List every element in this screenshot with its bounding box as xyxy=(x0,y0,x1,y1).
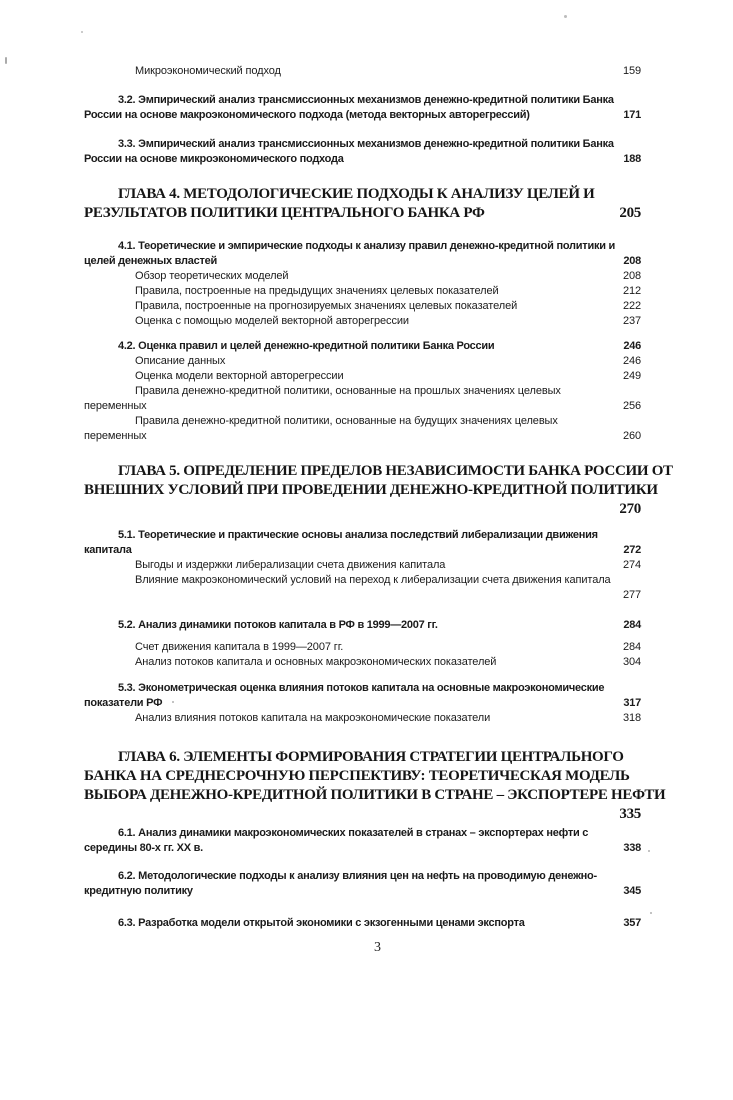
page-number: 222 xyxy=(622,300,641,312)
page-number: 260 xyxy=(622,430,641,442)
toc-entry-title: Счет движения капитала в 1999—2007 гг. xyxy=(135,641,344,653)
page-number: 188 xyxy=(623,153,641,165)
scan-artifact xyxy=(564,15,567,18)
toc-entry-title: Анализ влияния потоков капитала на макроэкономические показатели xyxy=(135,712,491,724)
toc-entry-title: Оценка модели векторной авторегрессии xyxy=(135,370,344,382)
page-number: 270 xyxy=(619,501,641,517)
toc-entry-title: Влияние макроэкономический условий на переход к либерализации счета движения капитала xyxy=(135,574,611,586)
toc-entry-title: 4.1. Теоретические и эмпирические подходы к анализу правил денежно-кредитной политики и xyxy=(118,240,616,252)
toc-continuation-line xyxy=(84,429,641,444)
toc-subsection-line xyxy=(84,369,641,384)
toc-entry-title: России на основе макроэкономического подхода (метода векторных авторегрессий) xyxy=(84,109,530,121)
toc-section-line xyxy=(84,239,641,254)
scan-artifact xyxy=(5,57,7,64)
page-number: 249 xyxy=(622,370,641,382)
toc-entry-title: середины 80-х гг. ХХ в. xyxy=(84,842,203,854)
scan-artifact xyxy=(650,912,652,914)
toc-chapter-title: ГЛАВА 6. ЭЛЕМЕНТЫ ФОРМИРОВАНИЯ СТРАТЕГИИ ЦЕНТРАЛЬНОГО xyxy=(118,749,624,765)
toc-chapter-title: ГЛАВА 4. МЕТОДОЛОГИЧЕСКИЕ ПОДХОДЫ К АНАЛИЗУ ЦЕЛЕЙ И xyxy=(118,186,595,202)
page-number: 256 xyxy=(622,400,641,412)
toc-subsection-line xyxy=(84,640,641,655)
toc-entry-title: Правила, построенные на предыдущих значениях целевых показателей xyxy=(135,285,499,297)
toc-entry-title: целей денежных властей xyxy=(84,255,217,267)
toc-subsection-line xyxy=(84,269,641,284)
toc-chapter-title: ГЛАВА 5. ОПРЕДЕЛЕНИЕ ПРЕДЕЛОВ НЕЗАВИСИМОСТИ БАНКА РОССИИ ОТ xyxy=(118,463,673,479)
toc-entry-title: России на основе микроэкономического подхода xyxy=(84,153,344,165)
toc-chapter-heading-line xyxy=(84,462,673,481)
toc-entry-title: 6.1. Анализ динамики макроэкономических показателей в странах – экспортерах нефти с xyxy=(118,827,589,839)
toc-subsection-line xyxy=(84,284,641,299)
toc-chapter-page-line xyxy=(84,805,641,824)
toc-continuation-line xyxy=(84,152,641,167)
page-number: 317 xyxy=(623,697,641,709)
page-number: 335 xyxy=(619,806,641,822)
toc-section-line xyxy=(84,137,641,152)
toc-entry-title: Микроэкономический подход xyxy=(135,65,281,77)
page-number: 272 xyxy=(623,544,641,556)
page-number: 208 xyxy=(623,255,641,267)
toc-entry-title: кредитную политику xyxy=(84,885,193,897)
toc-subsection-page-line xyxy=(84,588,641,603)
toc-chapter-heading-line xyxy=(84,786,666,805)
toc-entry-title: Описание данных xyxy=(135,355,226,367)
toc-entry-title: 5.2. Анализ динамики потоков капитала в РФ в 1999—2007 гг. xyxy=(118,619,438,631)
toc-subsection-line xyxy=(84,64,641,79)
toc-entry-title: переменных xyxy=(84,400,147,412)
toc-entry-title: Выгоды и издержки либерализации счета движения капитала xyxy=(135,559,446,571)
toc-entry-title: Правила денежно-кредитной политики, основанные на прошлых значениях целевых xyxy=(135,385,561,397)
toc-entry-title: 5.3. Эконометрическая оценка влияния потоков капитала на основные макроэкономические xyxy=(118,682,605,694)
page-number: 159 xyxy=(622,65,641,77)
toc-entry-title: 6.2. Методологические подходы к анализу влияния цен на нефть на проводимую денежно- xyxy=(118,870,597,882)
scan-artifact xyxy=(648,850,650,852)
toc-chapter-title: РЕЗУЛЬТАТОВ ПОЛИТИКИ ЦЕНТРАЛЬНОГО БАНКА РФ xyxy=(84,205,485,221)
toc-chapter-heading-line xyxy=(84,767,641,786)
toc-entry-title: Обзор теоретических моделей xyxy=(135,270,289,282)
page-number: 208 xyxy=(622,270,641,282)
toc-chapter-page-line xyxy=(84,500,641,519)
toc-subsection-line xyxy=(84,299,641,314)
page-number: 237 xyxy=(622,315,641,327)
toc-subsection-line xyxy=(84,414,641,429)
toc-section-line xyxy=(84,681,641,696)
page-number: 357 xyxy=(623,917,641,929)
toc-chapter-heading-line xyxy=(84,748,641,767)
toc-chapter-heading-line xyxy=(84,185,641,204)
toc-entry-title: 4.2. Оценка правил и целей денежно-кредитной политики Банка России xyxy=(118,340,495,352)
page-number: 274 xyxy=(622,559,641,571)
page-number: 246 xyxy=(622,355,641,367)
toc-section-line xyxy=(84,826,641,841)
page-number: 284 xyxy=(623,619,641,631)
toc-section-line xyxy=(84,339,641,354)
page-number: 304 xyxy=(622,656,641,668)
toc-entry-title: капитала xyxy=(84,544,132,556)
toc-chapter-heading-line xyxy=(84,481,658,500)
table-of-contents xyxy=(84,64,673,931)
toc-entry-title: Оценка с помощью моделей векторной авторегрессии xyxy=(135,315,409,327)
toc-continuation-line xyxy=(84,399,641,414)
toc-entry-title: Анализ потоков капитала и основных макроэкономических показателей xyxy=(135,656,497,668)
toc-entry-title: показатели РФ xyxy=(84,697,163,709)
page-number: 171 xyxy=(623,109,641,121)
toc-chapter-title: БАНКА НА СРЕДНЕСРОЧНУЮ ПЕРСПЕКТИВУ: ТЕОРЕТИЧЕСКАЯ МОДЕЛЬ xyxy=(84,768,630,784)
toc-entry-title: Правила денежно-кредитной политики, основанные на будущих значениях целевых xyxy=(135,415,558,427)
page-number: 205 xyxy=(619,205,641,221)
scan-artifact xyxy=(81,31,83,33)
toc-entry-title: переменных xyxy=(84,430,147,442)
page-number: 246 xyxy=(623,340,641,352)
page-number: 212 xyxy=(622,285,641,297)
toc-continuation-line xyxy=(84,696,641,711)
toc-subsection-line xyxy=(84,711,641,726)
toc-subsection-line xyxy=(84,573,641,588)
toc-continuation-line xyxy=(84,254,641,269)
page-number: 318 xyxy=(622,712,641,724)
toc-subsection-line xyxy=(84,384,641,399)
page-number: 345 xyxy=(623,885,641,897)
toc-chapter-title: ВЫБОРА ДЕНЕЖНО-КРЕДИТНОЙ ПОЛИТИКИ В СТРАНЕ – ЭКСПОРТЕРЕ НЕФТИ xyxy=(84,787,666,803)
toc-chapter-heading-line xyxy=(84,204,641,223)
page-number: 277 xyxy=(622,589,641,601)
toc-entry-title: Правила, построенные на прогнозируемых значениях целевых показателей xyxy=(135,300,518,312)
toc-section-line xyxy=(84,93,641,108)
toc-subsection-line xyxy=(84,314,641,329)
toc-entry-title: 5.1. Теоретические и практические основы анализа последствий либерализации движения xyxy=(118,529,598,541)
toc-continuation-line xyxy=(84,108,641,123)
toc-entry-title: 3.2. Эмпирический анализ трансмиссионных механизмов денежно-кредитной политики Банка xyxy=(118,94,614,106)
toc-section-line xyxy=(84,618,641,633)
toc-subsection-line xyxy=(84,354,641,369)
page-number: 284 xyxy=(622,641,641,653)
toc-section-line xyxy=(84,528,641,543)
toc-chapter-title: ВНЕШНИХ УСЛОВИЙ ПРИ ПРОВЕДЕНИИ ДЕНЕЖНО-КРЕДИТНОЙ ПОЛИТИКИ xyxy=(84,482,658,498)
toc-continuation-line xyxy=(84,884,641,899)
toc-subsection-line xyxy=(84,655,641,670)
page-number: 338 xyxy=(623,842,641,854)
toc-section-line xyxy=(84,916,641,931)
toc-entry-title: 3.3. Эмпирический анализ трансмиссионных механизмов денежно-кредитной политики Банка xyxy=(118,138,614,150)
toc-continuation-line xyxy=(84,543,641,558)
toc-continuation-line xyxy=(84,841,641,856)
toc-entry-title: 6.3. Разработка модели открытой экономики с экзогенными ценами экспорта xyxy=(118,917,525,929)
toc-subsection-line xyxy=(84,558,641,573)
toc-section-line xyxy=(84,869,641,884)
page-footer-number: 3 xyxy=(374,940,381,955)
